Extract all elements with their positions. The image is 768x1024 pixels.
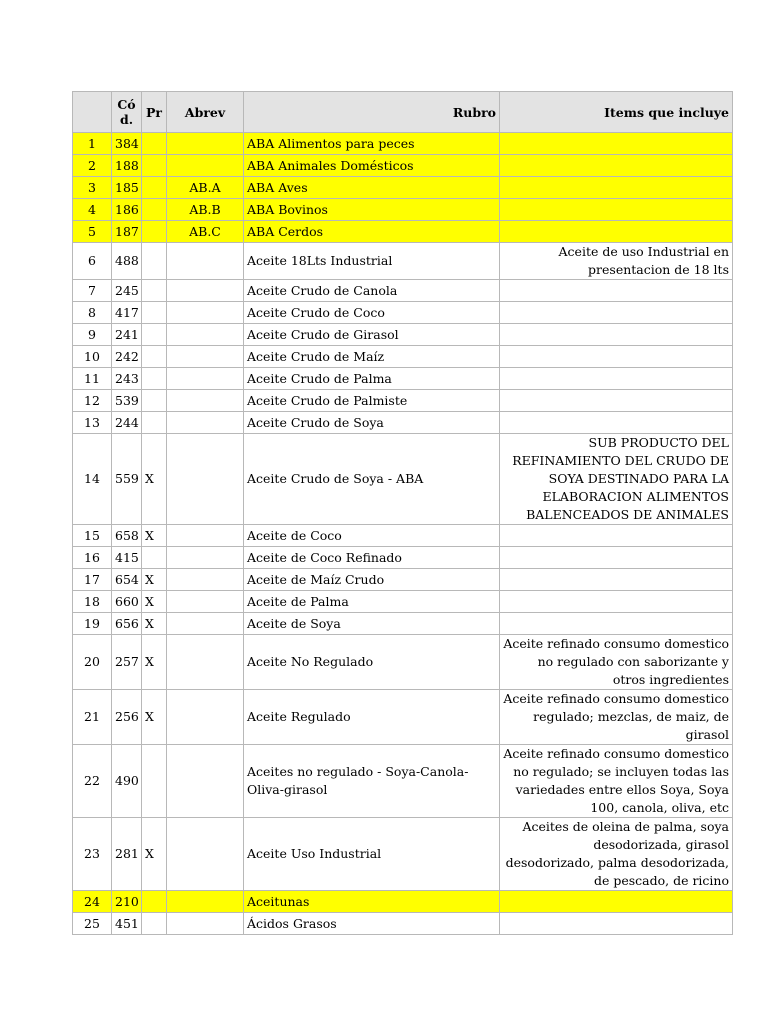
pr-cell: X (142, 818, 167, 891)
pr-cell (142, 390, 167, 412)
abrev-cell (167, 280, 244, 302)
table-row (73, 155, 733, 177)
rubro-cell: Aceite Crudo de Soya (244, 412, 500, 434)
rubro-cell: Aceite Crudo de Canola (244, 280, 500, 302)
pr-cell (142, 346, 167, 368)
rubro-cell: ABA Animales Domésticos (244, 155, 500, 177)
rubro-cell: Aceite Crudo de Palma (244, 368, 500, 390)
cod-cell: 243 (112, 368, 142, 390)
abrev-cell (167, 891, 244, 913)
table-row (73, 635, 733, 690)
table-row (73, 390, 733, 412)
row-number: 2 (73, 155, 112, 177)
items-cell (500, 155, 733, 177)
header-items: Items que incluye (500, 92, 733, 133)
table-row (73, 525, 733, 547)
row-number: 24 (73, 891, 112, 913)
items-cell (500, 368, 733, 390)
rubro-cell: Aceite de Coco Refinado (244, 547, 500, 569)
abrev-cell (167, 243, 244, 280)
rubro-cell: Aceite Crudo de Girasol (244, 324, 500, 346)
rubro-cell: Aceites no regulado - Soya-Canola-Oliva-girasol (244, 745, 500, 818)
table-row (73, 613, 733, 635)
items-cell (500, 591, 733, 613)
cod-cell: 245 (112, 280, 142, 302)
abrev-cell: AB.A (167, 177, 244, 199)
items-cell (500, 177, 733, 199)
cod-cell: 658 (112, 525, 142, 547)
cod-cell: 187 (112, 221, 142, 243)
items-cell: Aceites de oleina de palma, soya desodorizada, girasol desodorizado, palma desodorizada, de pescado, de ricino (500, 818, 733, 891)
cod-cell: 186 (112, 199, 142, 221)
cod-cell: 210 (112, 891, 142, 913)
items-cell (500, 569, 733, 591)
abrev-cell (167, 591, 244, 613)
table-row (73, 177, 733, 199)
pr-cell (142, 280, 167, 302)
rubro-cell: Aceite Crudo de Coco (244, 302, 500, 324)
items-cell (500, 547, 733, 569)
pr-cell (142, 913, 167, 935)
header-abrev: Abrev (167, 92, 244, 133)
abrev-cell (167, 690, 244, 745)
pr-cell: X (142, 690, 167, 745)
cod-cell: 241 (112, 324, 142, 346)
rubro-cell: Aceite Crudo de Maíz (244, 346, 500, 368)
items-cell (500, 390, 733, 412)
table-row (73, 591, 733, 613)
abrev-cell: AB.C (167, 221, 244, 243)
items-cell (500, 133, 733, 155)
pr-cell: X (142, 434, 167, 525)
items-cell (500, 613, 733, 635)
row-number: 15 (73, 525, 112, 547)
abrev-cell (167, 818, 244, 891)
row-number: 18 (73, 591, 112, 613)
rubro-cell: Aceite No Regulado (244, 635, 500, 690)
rubro-cell: Aceite Regulado (244, 690, 500, 745)
row-number: 6 (73, 243, 112, 280)
pr-cell (142, 547, 167, 569)
row-number: 17 (73, 569, 112, 591)
row-number: 14 (73, 434, 112, 525)
abrev-cell (167, 635, 244, 690)
abrev-cell (167, 346, 244, 368)
row-number: 21 (73, 690, 112, 745)
table-row (73, 690, 733, 745)
row-number: 1 (73, 133, 112, 155)
cod-cell: 242 (112, 346, 142, 368)
abrev-cell (167, 569, 244, 591)
items-cell (500, 913, 733, 935)
row-number: 9 (73, 324, 112, 346)
row-number: 23 (73, 818, 112, 891)
header-num (73, 92, 112, 133)
rubro-cell: Aceitunas (244, 891, 500, 913)
table-row (73, 133, 733, 155)
row-number: 19 (73, 613, 112, 635)
items-cell (500, 412, 733, 434)
table-row (73, 913, 733, 935)
table-row (73, 346, 733, 368)
row-number: 7 (73, 280, 112, 302)
abrev-cell (167, 302, 244, 324)
items-cell: Aceite refinado consumo domestico no regulado con saborizante y otros ingredientes (500, 635, 733, 690)
abrev-cell (167, 390, 244, 412)
header-cod: Có d. (112, 92, 142, 133)
table-row (73, 199, 733, 221)
pr-cell (142, 368, 167, 390)
items-cell (500, 346, 733, 368)
rubro-cell: Aceite Crudo de Palmiste (244, 390, 500, 412)
rubro-cell: ABA Bovinos (244, 199, 500, 221)
table-row (73, 569, 733, 591)
pr-cell (142, 302, 167, 324)
cod-cell: 256 (112, 690, 142, 745)
table-row (73, 302, 733, 324)
rubro-cell: Ácidos Grasos (244, 913, 500, 935)
pr-cell: X (142, 591, 167, 613)
table-row (73, 547, 733, 569)
cod-cell: 417 (112, 302, 142, 324)
pr-cell (142, 133, 167, 155)
cod-cell: 660 (112, 591, 142, 613)
items-cell (500, 302, 733, 324)
table-row (73, 434, 733, 525)
abrev-cell (167, 525, 244, 547)
row-number: 22 (73, 745, 112, 818)
rubro-cell: Aceite Uso Industrial (244, 818, 500, 891)
cod-cell: 451 (112, 913, 142, 935)
rubro-cell: Aceite de Palma (244, 591, 500, 613)
abrev-cell: AB.B (167, 199, 244, 221)
pr-cell (142, 412, 167, 434)
rubro-cell: Aceite de Soya (244, 613, 500, 635)
row-number: 4 (73, 199, 112, 221)
cod-cell: 539 (112, 390, 142, 412)
pr-cell (142, 177, 167, 199)
table-row (73, 368, 733, 390)
pr-cell: X (142, 635, 167, 690)
rubro-cell: Aceite de Coco (244, 525, 500, 547)
cod-cell: 257 (112, 635, 142, 690)
rubro-cell: Aceite de Maíz Crudo (244, 569, 500, 591)
items-cell (500, 221, 733, 243)
cod-cell: 490 (112, 745, 142, 818)
pr-cell (142, 155, 167, 177)
table-row (73, 221, 733, 243)
row-number: 5 (73, 221, 112, 243)
cod-cell: 384 (112, 133, 142, 155)
items-cell (500, 324, 733, 346)
pr-cell (142, 199, 167, 221)
table-row (73, 324, 733, 346)
rubro-cell: ABA Cerdos (244, 221, 500, 243)
abrev-cell (167, 745, 244, 818)
items-cell (500, 280, 733, 302)
pr-cell (142, 745, 167, 818)
items-cell (500, 525, 733, 547)
cod-cell: 281 (112, 818, 142, 891)
table-row (73, 412, 733, 434)
cod-cell: 654 (112, 569, 142, 591)
pr-cell (142, 324, 167, 346)
cod-cell: 415 (112, 547, 142, 569)
table-row (73, 891, 733, 913)
rubro-cell: Aceite 18Lts Industrial (244, 243, 500, 280)
abrev-cell (167, 913, 244, 935)
table-row (73, 818, 733, 891)
abrev-cell (167, 434, 244, 525)
header-row (73, 92, 733, 133)
row-number: 3 (73, 177, 112, 199)
row-number: 8 (73, 302, 112, 324)
items-cell: SUB PRODUCTO DEL REFINAMIENTO DEL CRUDO DE SOYA DESTINADO PARA LA ELABORACION ALIMENTOS BALENCEADOS DE ANIMALES (500, 434, 733, 525)
abrev-cell (167, 547, 244, 569)
table-row (73, 243, 733, 280)
cod-cell: 185 (112, 177, 142, 199)
cod-cell: 188 (112, 155, 142, 177)
pr-cell (142, 891, 167, 913)
table-row (73, 745, 733, 818)
items-cell: Aceite de uso Industrial en presentacion de 18 lts (500, 243, 733, 280)
abrev-cell (167, 412, 244, 434)
row-number: 11 (73, 368, 112, 390)
header-rubro: Rubro (244, 92, 500, 133)
cod-cell: 244 (112, 412, 142, 434)
row-number: 20 (73, 635, 112, 690)
pr-cell: X (142, 525, 167, 547)
pr-cell: X (142, 613, 167, 635)
row-number: 10 (73, 346, 112, 368)
header-pr: Pr (142, 92, 167, 133)
pr-cell (142, 221, 167, 243)
cod-cell: 656 (112, 613, 142, 635)
rubro-cell: Aceite Crudo de Soya - ABA (244, 434, 500, 525)
abrev-cell (167, 613, 244, 635)
row-number: 16 (73, 547, 112, 569)
row-number: 25 (73, 913, 112, 935)
cod-cell: 488 (112, 243, 142, 280)
items-cell: Aceite refinado consumo domestico regulado; mezclas, de maiz, de girasol (500, 690, 733, 745)
table-body (73, 133, 733, 935)
abrev-cell (167, 368, 244, 390)
table-row (73, 280, 733, 302)
items-cell (500, 199, 733, 221)
abrev-cell (167, 324, 244, 346)
items-cell (500, 891, 733, 913)
row-number: 12 (73, 390, 112, 412)
rubros-table (72, 91, 733, 935)
rubro-cell: ABA Alimentos para peces (244, 133, 500, 155)
row-number: 13 (73, 412, 112, 434)
rubro-cell: ABA Aves (244, 177, 500, 199)
abrev-cell (167, 155, 244, 177)
items-cell: Aceite refinado consumo domestico no regulado; se incluyen todas las variedades entre ellos Soya, Soya 100, canola, oliva, etc (500, 745, 733, 818)
pr-cell: X (142, 569, 167, 591)
pr-cell (142, 243, 167, 280)
cod-cell: 559 (112, 434, 142, 525)
abrev-cell (167, 133, 244, 155)
